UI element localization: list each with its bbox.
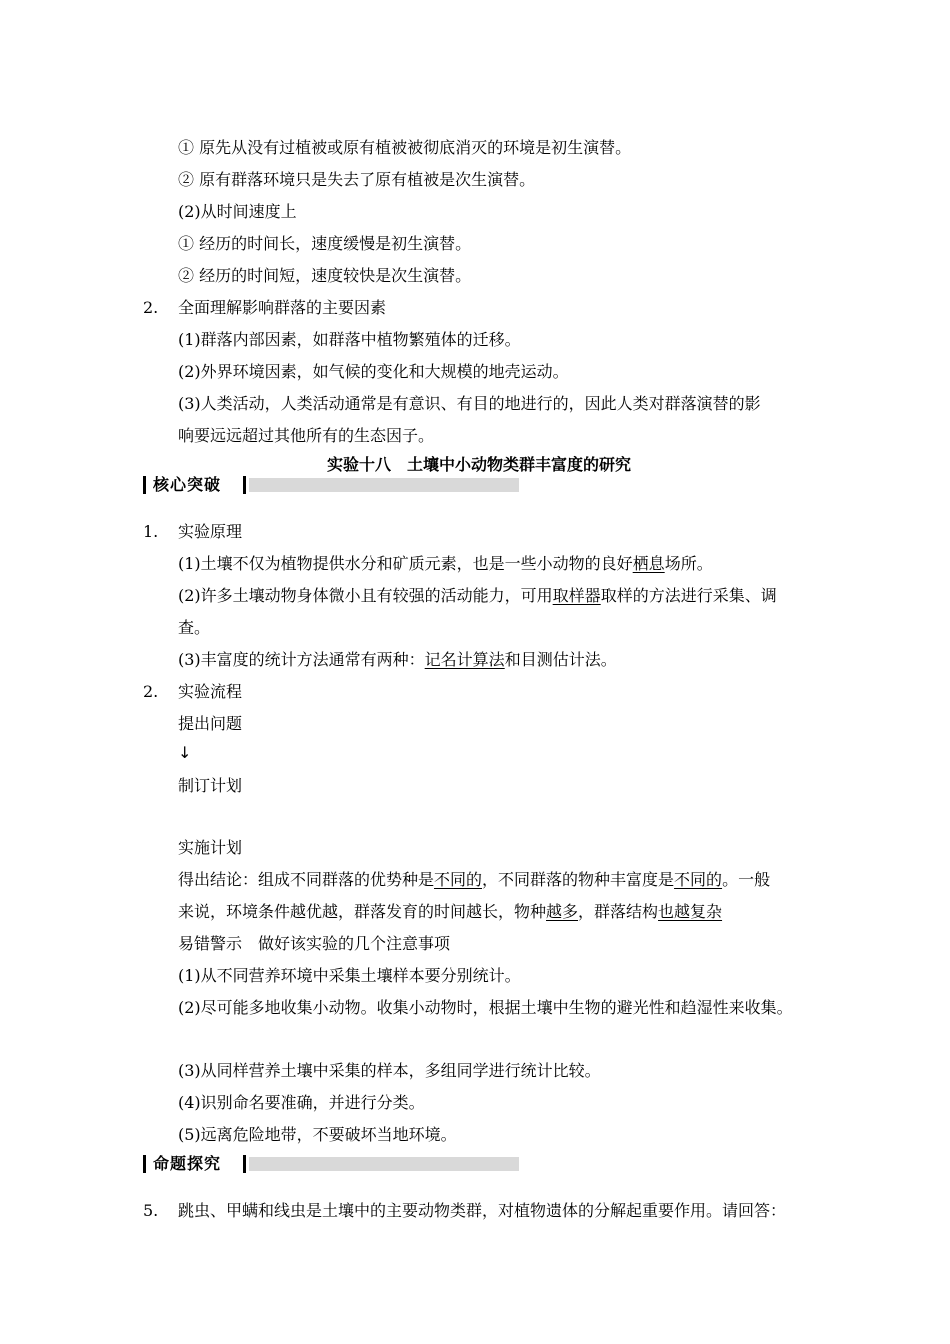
underlined-answer: 栖息	[632, 554, 665, 573]
banner-label: 核心突破	[153, 475, 222, 494]
text-line: (1)土壤不仅为植物提供水分和矿质元素，也是一些小动物的良好栖息场所。	[178, 554, 713, 573]
text-line: 响要远远超过其他所有的生态因子。	[178, 426, 435, 445]
text-line: (3)丰富度的统计方法通常有两种：记名计算法和目测估计法。	[178, 650, 617, 669]
text-line: ② 原有群落环境只是失去了原有植被是次生演替。	[178, 170, 536, 189]
underlined-answer: 越多	[546, 902, 579, 921]
underlined-answer: 取样器	[552, 586, 601, 605]
list-item-title: 全面理解影响群落的主要因素	[178, 298, 387, 317]
flow-step: 提出问题	[178, 714, 243, 733]
text-line: ① 经历的时间长，速度缓慢是初生演替。	[178, 234, 472, 253]
list-number: 1.	[143, 522, 159, 541]
banner-label: 命题探究	[153, 1154, 222, 1173]
section-banner	[143, 476, 519, 494]
text-line: 得出结论：组成不同群落的优势种是不同的，不同群落的物种丰富度是不同的。一般	[178, 870, 771, 889]
banner-bar	[243, 1155, 246, 1173]
underlined-answer: 记名计算法	[424, 650, 505, 669]
text-line: (5)远离危险地带，不要破坏当地环境。	[178, 1125, 457, 1144]
text-line: (4)识别命名要准确，并进行分类。	[178, 1093, 425, 1112]
text-line: (3)从同样营养土壤中采集的样本，多组同学进行统计比较。	[178, 1061, 601, 1080]
down-arrow-icon: ↓	[178, 743, 192, 762]
banner-bar	[143, 476, 146, 494]
underlined-answer: 也越复杂	[658, 902, 723, 921]
list-item-title: 实验流程	[178, 682, 243, 701]
warning-title: 易错警示 做好该实验的几个注意事项	[178, 934, 451, 953]
flow-step: 实施计划	[178, 838, 243, 857]
list-number: 2.	[143, 682, 159, 701]
banner-fill	[249, 1157, 519, 1171]
underlined-answer: 不同的	[674, 870, 723, 889]
text-line: (1)群落内部因素，如群落中植物繁殖体的迁移。	[178, 330, 521, 349]
underlined-answer: 不同的	[434, 870, 483, 889]
text-line: ① 原先从没有过植被或原有植被被彻底消灭的环境是初生演替。	[178, 138, 632, 157]
text-line: (1)从不同营养环境中采集土壤样本要分别统计。	[178, 966, 521, 985]
text-line: ② 经历的时间短，速度较快是次生演替。	[178, 266, 472, 285]
text-line: (2)许多土壤动物身体微小且有较强的活动能力，可用取样器取样的方法进行采集、调	[178, 586, 777, 605]
text-line: (2)尽可能多地收集小动物。收集小动物时，根据土壤中生物的避光性和趋湿性来收集。	[178, 998, 793, 1017]
flow-step: 制订计划	[178, 776, 243, 795]
question-number: 5.	[143, 1201, 159, 1220]
section-heading: 实验十八 土壤中小动物类群丰富度的研究	[327, 455, 632, 474]
text-line: 查。	[178, 618, 211, 637]
banner-bar	[143, 1155, 146, 1173]
text-line: (2)外界环境因素，如气候的变化和大规模的地壳运动。	[178, 362, 569, 381]
banner-bar	[243, 476, 246, 494]
text-line: 来说，环境条件越优越，群落发育的时间越长，物种越多，群落结构也越复杂	[178, 902, 723, 921]
text-line: (3)人类活动，人类活动通常是有意识、有目的地进行的，因此人类对群落演替的影	[178, 394, 761, 413]
list-number: 2.	[143, 298, 159, 317]
list-item-title: 实验原理	[178, 522, 243, 541]
section-banner	[143, 1155, 519, 1173]
text-line: (2)从时间速度上	[178, 202, 297, 221]
question-text: 跳虫、甲螨和线虫是土壤中的主要动物类群，对植物遗体的分解起重要作用。请回答：	[178, 1201, 787, 1220]
banner-fill	[249, 478, 519, 492]
